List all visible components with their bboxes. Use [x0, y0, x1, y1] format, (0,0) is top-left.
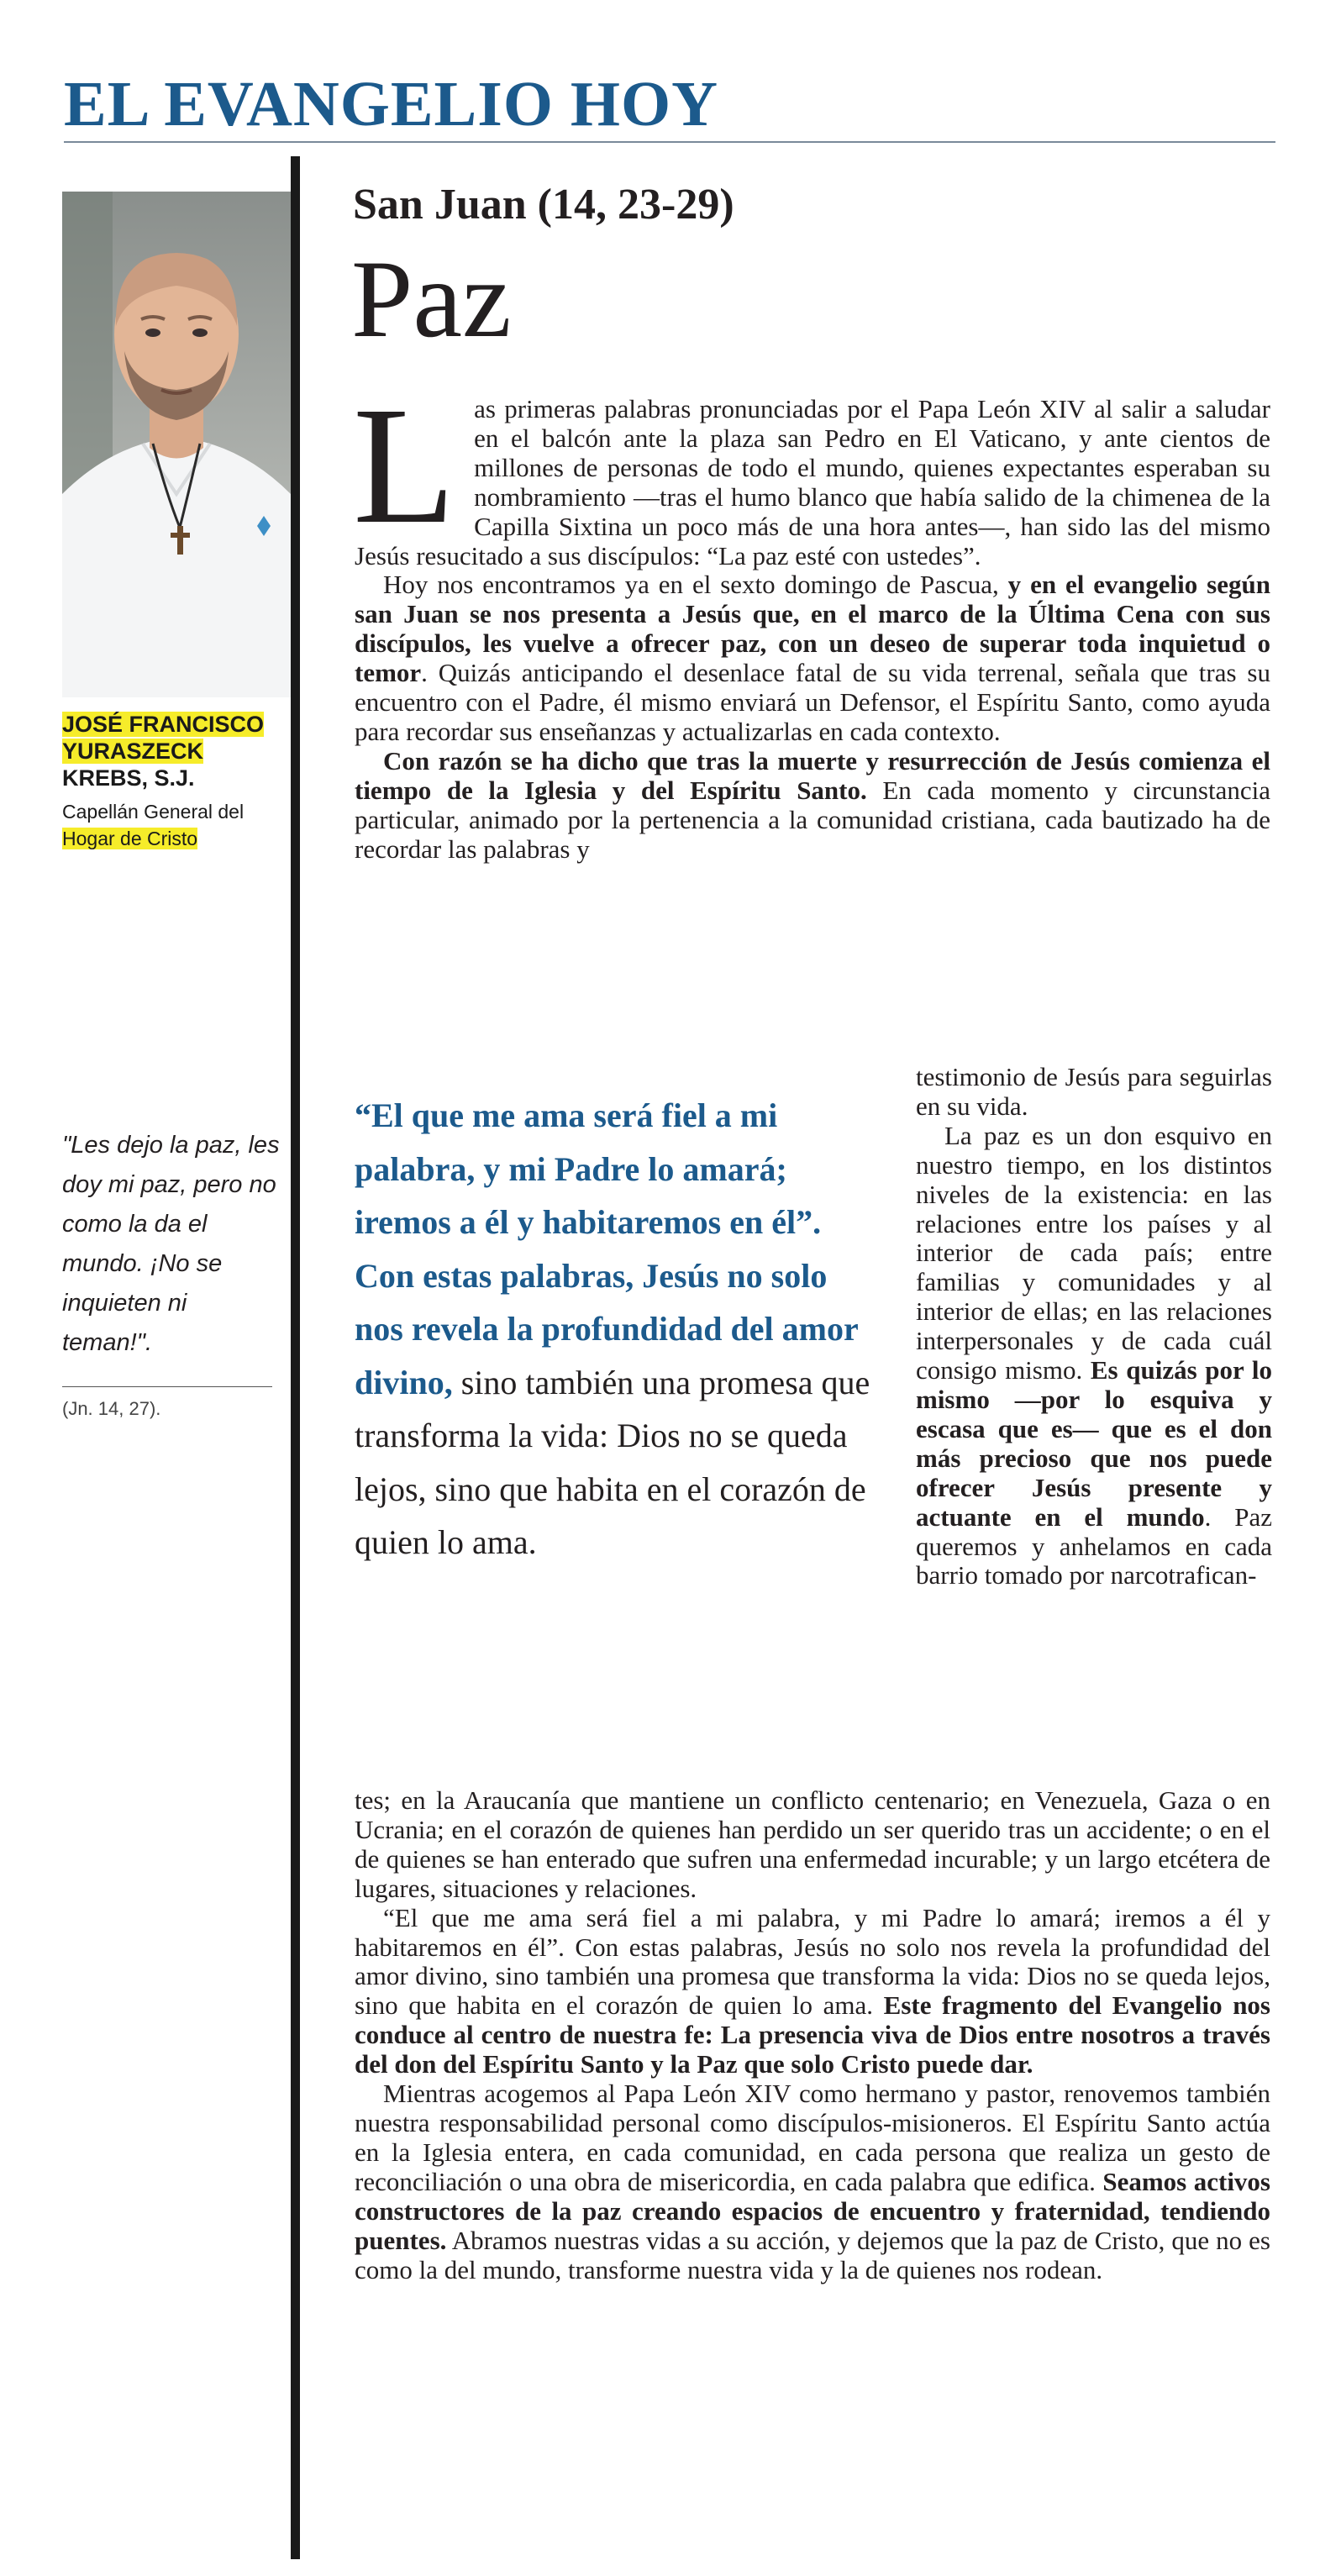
column-text: testimonio de Jesús para seguirlas en su vida.: [916, 1062, 1272, 1121]
article-body-bottom: [355, 1786, 1270, 2284]
p6-text: Mientras acogemos al Papa León XIV como hermano y pastor, renovemos también nuestra responsabilidad personal como discípulos-misioneros. El Espíritu Santo actúa en la Iglesia entera, en cada comunidad, en cada persona que realiza un gesto de reconciliación o una obra de misericordia, en cada palabra que edifica.: [355, 2079, 1270, 2196]
author-photo: [62, 192, 291, 697]
article-headline: Paz: [351, 237, 512, 360]
author-role-line: Hogar de Cristo: [62, 828, 198, 849]
column-bold: Es quizás por lo mismo —por lo esquiva y escasa que es— que es el don más precioso que nos puede ofrecer Jesús presente y actuante en el mundo: [916, 1355, 1272, 1532]
sidebar-reference: (Jn. 14, 27).: [62, 1398, 161, 1419]
article-right-column: [916, 1063, 1272, 1590]
column-divider: [291, 156, 300, 2559]
sidebar-quote: "Les dejo la paz, les doy mi paz, pero no como la da el mundo. ¡No se inquieten ni teman!".: [62, 1132, 280, 1356]
column-text: . Paz queremos y anhelamos en cada barrio tomado por narcotrafican-: [916, 1501, 1272, 1590]
paragraph-1: [353, 373, 1270, 570]
section-title: EL EVANGELIO HOY: [64, 69, 719, 139]
p2-text: Hoy nos encontramos ya en el sexto domingo de Pascua,: [383, 570, 1008, 600]
author-name: [62, 711, 291, 791]
p3-bold: Con razón se ha dicho que tras la muerte y resurrección de Jesús comienza el tiempo de la Iglesia y del Espíritu Santo.: [355, 745, 1270, 805]
paragraph-5: [355, 1904, 1270, 2079]
column-text: La paz es un don esquivo en nuestro tiempo, en los distintos niveles de la existencia: en las relaciones entre los países y al interior de cada país; entre familias y comunidades y al interior de ellas; en las relaciones interpersonales y de cada cuál consigo mismo.: [916, 1120, 1272, 1385]
author-name-line: YURASZECK: [62, 739, 204, 764]
p6-text: Abramos nuestras vidas a su acción, y dejemos que la paz de Cristo, que no es como la del mundo, transforme nuestra vida y la de quienes nos rodean.: [355, 2225, 1270, 2284]
article-kicker: San Juan (14, 23-29): [353, 181, 734, 229]
p5-text: “El que me ama será fiel a mi palabra, y mi Padre lo amará; iremos a él y habitaremos en él”. Con estas palabras, Jesús no solo nos revela la profundidad del amor divino, sino también una promesa que transforma la vida: Dios no se queda lejos, sino que habita en el corazón de quien lo ama.: [355, 1902, 1270, 2021]
pull-quote: [355, 1089, 884, 1569]
paragraph-3: [355, 747, 1270, 865]
author-role-line: Capellán General del: [62, 801, 245, 823]
author-role: [62, 798, 291, 852]
p2-bold: y en el evangelio según san Juan se nos presenta a Jesús que, en el marco de la Última Cena con sus discípulos, les vuelve a ofrecer paz, con un deseo de superar toda inquietud o temor: [355, 570, 1270, 688]
paragraph-2: [355, 570, 1270, 746]
p6-bold: Seamos activos constructores de la paz creando espacios de encuentro y fraternidad, tendiendo puentes.: [355, 2166, 1270, 2255]
p5-bold: Este fragmento del Evangelio nos conduce al centro de nuestra fe: La presencia viva de Dios entre nosotros a través del don del Espíritu Santo y la Paz que solo Cristo puede dar.: [355, 1990, 1270, 2079]
author-name-line: KREBS, S.J.: [62, 765, 195, 791]
pull-quote-highlight: “El que me ama será fiel a mi palabra, y mi Padre lo amará; iremos a él y habitaremos en él”. Con estas palabras, Jesús no solo nos revela la profundidad del amor divino,: [355, 1096, 858, 1401]
drop-cap: L: [353, 373, 456, 559]
title-rule: [64, 141, 1275, 143]
sidebar-rule: [62, 1386, 272, 1387]
column-paragraph: [916, 1122, 1272, 1591]
p2-text: . Quizás anticipando el desenlace fatal de su vida terrenal, señala que tras su encuentro con el Padre, él mismo enviará un Defensor, el Espíritu Santo, como ayuda para recordar sus enseñanzas y actualizarlas en cada contexto.: [355, 658, 1270, 746]
pull-quote-text: sino también una promesa que transforma la vida: Dios no se queda lejos, sino que habita en el corazón de quien lo ama.: [355, 1363, 870, 1561]
p3-text: En cada momento y circunstancia particular, animado por la pertenencia a la comunidad cristiana, cada bautizado ha de recordar las palabras y: [355, 775, 1270, 864]
paragraph-1-text: as primeras palabras pronunciadas por el Papa León XIV al salir a saludar en el balcón ante la plaza san Pedro en El Vaticano, y ante cientos de millones de personas de todo el mundo, quienes expectantes esperaban su nombramiento —tras el humo blanco que había salido de la chimenea de la Capilla Sixtina un poco más de una hora antes—, han sido las del mismo Jesús resucitado a sus discípulos: “La paz esté con ustedes”.: [355, 394, 1270, 570]
author-name-line: JOSÉ FRANCISCO: [62, 712, 265, 737]
article-body-top: [353, 373, 1270, 865]
paragraph-6: [355, 2079, 1270, 2284]
paragraph-4: tes; en la Araucanía que mantiene un conflicto centenario; en Venezuela, Gaza o en Ucrania; en el corazón de quienes han perdido un ser querido tras un accidente; o en el de quienes se han enterado que sufren una enfermedad incurable; y un largo etcétera de lugares, situaciones y relaciones.: [355, 1785, 1270, 1903]
